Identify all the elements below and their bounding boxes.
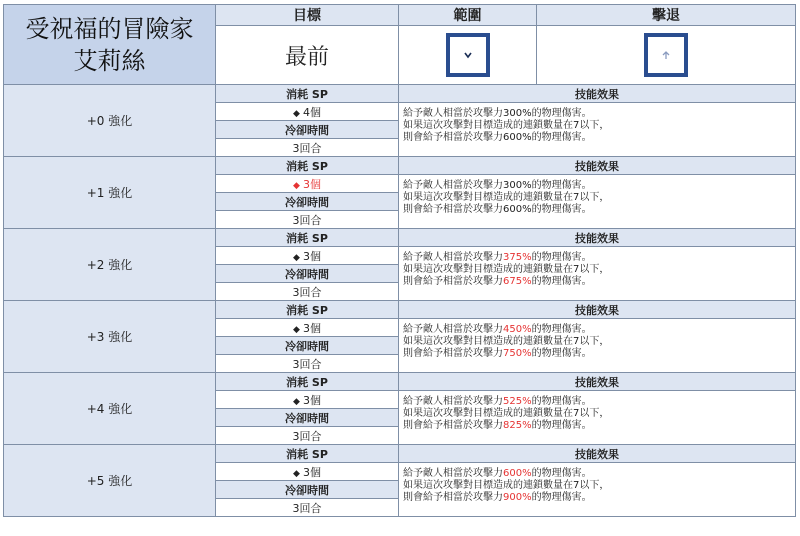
sp-count: 3個 (302, 249, 321, 263)
effect-line-1: 給予敵人相當於攻擊力450%的物理傷害。 (403, 324, 592, 335)
effect-line-2: 如果這次攻擊對目標造成的連鎖數量在7以下， (403, 480, 610, 491)
diamond-icon: ◆ (293, 396, 300, 407)
sp-count: 4個 (302, 105, 321, 119)
effect-line-3: 則會給予相當於攻擊力675%的物理傷害。 (403, 276, 592, 287)
effect-line-2: 如果這次攻擊對目標造成的連鎖數量在7以下， (403, 192, 610, 203)
sp-label: 消耗 SP (216, 157, 399, 175)
level-name: +5 強化 (4, 445, 216, 517)
level-name: +1 強化 (4, 157, 216, 229)
chevron-down-icon (462, 49, 474, 61)
effect-line-1: 給予敵人相當於攻擊力525%的物理傷害。 (403, 396, 592, 407)
cooldown-value: 3回合 (216, 139, 399, 157)
effect-label: 技能效果 (399, 157, 796, 175)
sp-value (216, 247, 399, 265)
level-row (4, 229, 796, 247)
character-title: 受祝福的冒險家 (25, 14, 194, 43)
cooldown-value: 3回合 (216, 499, 399, 517)
damage-value-1: 600% (503, 468, 532, 479)
level-name: +0 強化 (4, 85, 216, 157)
level-name: +3 強化 (4, 301, 216, 373)
effect-text (399, 175, 796, 229)
level-row (4, 301, 796, 319)
cooldown-value: 3回合 (216, 283, 399, 301)
effect-line-3: 則會給予相當於攻擊力900%的物理傷害。 (403, 492, 592, 503)
sp-value (216, 175, 399, 193)
level-row (4, 85, 796, 103)
cooldown-label: 冷卻時間 (216, 409, 399, 427)
target-header: 目標 (216, 5, 399, 26)
damage-value-2: 600% (503, 132, 532, 143)
diamond-icon: ◆ (293, 468, 300, 479)
damage-value-1: 300% (503, 108, 532, 119)
diamond-icon: ◆ (293, 324, 300, 335)
cooldown-value: 3回合 (216, 427, 399, 445)
level-name: +4 強化 (4, 373, 216, 445)
effect-line-2: 如果這次攻擊對目標造成的連鎖數量在7以下， (403, 264, 610, 275)
diamond-icon: ◆ (293, 252, 300, 263)
damage-value-2: 900% (503, 492, 532, 503)
effect-line-3: 則會給予相當於攻擊力600%的物理傷害。 (403, 204, 592, 215)
range-cell (399, 26, 537, 85)
sp-label: 消耗 SP (216, 229, 399, 247)
effect-text (399, 319, 796, 373)
damage-value-2: 675% (503, 276, 532, 287)
cooldown-value: 3回合 (216, 355, 399, 373)
effect-line-3: 則會給予相當於攻擊力600%的物理傷害。 (403, 132, 592, 143)
damage-value-2: 750% (503, 348, 532, 359)
effect-line-2: 如果這次攻擊對目標造成的連鎖數量在7以下， (403, 408, 610, 419)
target-value: 最前 (216, 26, 399, 85)
damage-value-2: 600% (503, 204, 532, 215)
sp-label: 消耗 SP (216, 301, 399, 319)
knockback-header: 擊退 (537, 5, 796, 26)
damage-value-1: 300% (503, 180, 532, 191)
cooldown-label: 冷卻時間 (216, 193, 399, 211)
effect-line-1: 給予敵人相當於攻擊力300%的物理傷害。 (403, 108, 592, 119)
cooldown-label: 冷卻時間 (216, 481, 399, 499)
knockback-cell (537, 26, 796, 85)
grid-range-icon (446, 33, 490, 77)
effect-text (399, 103, 796, 157)
cooldown-label: 冷卻時間 (216, 265, 399, 283)
sp-count: 3個 (302, 465, 321, 479)
character-name (4, 5, 216, 85)
sp-value (216, 391, 399, 409)
sp-count: 3個 (302, 177, 321, 191)
diamond-icon: ◆ (293, 108, 300, 119)
sp-count: 3個 (302, 393, 321, 407)
effect-text (399, 463, 796, 517)
sp-count: 3個 (302, 321, 321, 335)
effect-label: 技能效果 (399, 301, 796, 319)
effect-line-3: 則會給予相當於攻擊力750%的物理傷害。 (403, 348, 592, 359)
effect-line-3: 則會給予相當於攻擊力825%的物理傷害。 (403, 420, 592, 431)
level-row (4, 373, 796, 391)
effect-line-2: 如果這次攻擊對目標造成的連鎖數量在7以下， (403, 336, 610, 347)
sp-label: 消耗 SP (216, 85, 399, 103)
level-name: +2 強化 (4, 229, 216, 301)
effect-line-2: 如果這次攻擊對目標造成的連鎖數量在7以下， (403, 120, 610, 131)
sp-value (216, 319, 399, 337)
sp-value (216, 103, 399, 121)
skill-table (3, 4, 796, 517)
level-row (4, 157, 796, 175)
arrow-up-icon (660, 49, 672, 61)
effect-label: 技能效果 (399, 373, 796, 391)
damage-value-1: 450% (503, 324, 532, 335)
damage-value-2: 825% (503, 420, 532, 431)
grid-knockback-icon (644, 33, 688, 77)
damage-value-1: 525% (503, 396, 532, 407)
cooldown-value: 3回合 (216, 211, 399, 229)
cooldown-label: 冷卻時間 (216, 337, 399, 355)
cooldown-label: 冷卻時間 (216, 121, 399, 139)
damage-value-1: 375% (503, 252, 532, 263)
effect-text (399, 391, 796, 445)
effect-text (399, 247, 796, 301)
sp-value (216, 463, 399, 481)
effect-label: 技能效果 (399, 229, 796, 247)
effect-line-1: 給予敵人相當於攻擊力375%的物理傷害。 (403, 252, 592, 263)
effect-label: 技能效果 (399, 445, 796, 463)
sp-label: 消耗 SP (216, 373, 399, 391)
character-subtitle: 艾莉絲 (73, 46, 146, 75)
effect-line-1: 給予敵人相當於攻擊力300%的物理傷害。 (403, 180, 592, 191)
sp-label: 消耗 SP (216, 445, 399, 463)
diamond-icon: ◆ (293, 180, 300, 191)
effect-label: 技能效果 (399, 85, 796, 103)
range-header: 範圍 (399, 5, 537, 26)
level-row (4, 445, 796, 463)
effect-line-1: 給予敵人相當於攻擊力600%的物理傷害。 (403, 468, 592, 479)
